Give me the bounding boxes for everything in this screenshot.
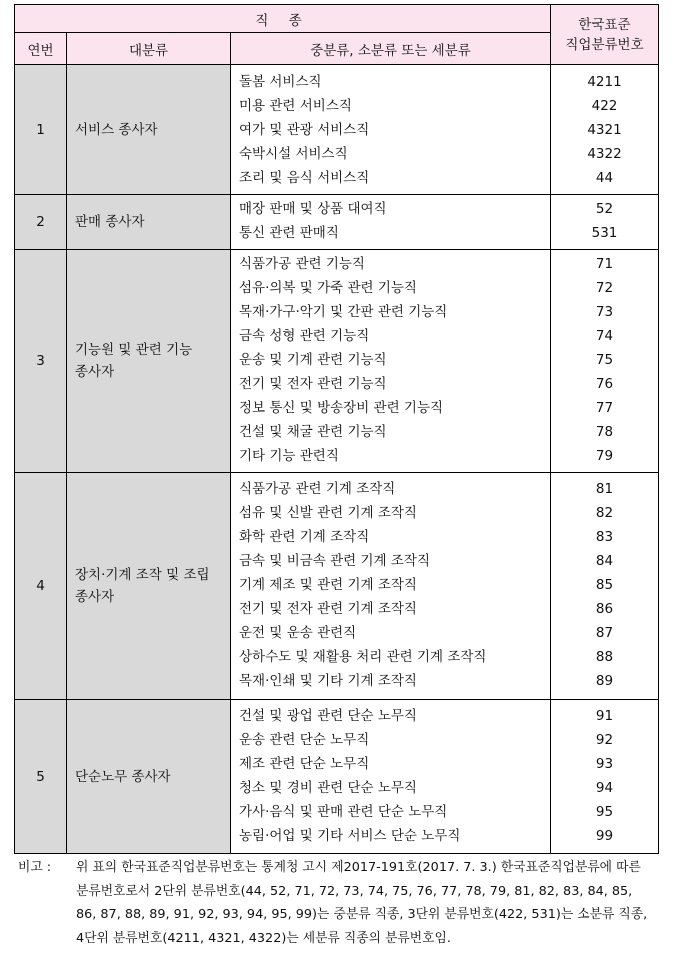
code-item: 72 [595, 280, 614, 296]
code-item: 71 [595, 256, 614, 272]
list-item: 화학 관련 기계 조작직 [239, 529, 370, 545]
code-item: 88 [595, 649, 614, 665]
list-item: 전기 및 전자 관련 기능직 [239, 376, 387, 392]
list-item: 건설 및 광업 관련 단순 노무직 [239, 708, 417, 724]
table-row [15, 65, 659, 195]
list-item: 식품가공 관련 기계 조작직 [239, 481, 396, 497]
list-item: 통신 관련 판매직 [239, 225, 339, 241]
code-list [551, 473, 659, 700]
header-row-1 [15, 5, 659, 33]
table-row [15, 473, 659, 700]
list-item: 섬유 및 신발 관련 기계 조작직 [239, 505, 417, 521]
seq-header: 연번 [15, 33, 67, 65]
seq-cell: 1 [15, 65, 67, 195]
list-item: 식품가공 관련 기능직 [239, 256, 365, 272]
list-item: 목재·인쇄 및 기타 기계 조작직 [239, 673, 417, 689]
minor-list [231, 195, 551, 250]
major-cell-line1: 기능원 및 관련 기능 [75, 342, 193, 358]
code-item: 99 [595, 828, 614, 844]
code-item: 85 [595, 577, 614, 593]
code-item: 94 [595, 780, 614, 796]
list-item: 숙박시설 서비스직 [239, 146, 348, 162]
code-item: 89 [595, 673, 614, 689]
major-cell-line2: 종사자 [75, 589, 115, 605]
major-cell-line2: 종사자 [75, 364, 115, 380]
seq-cell: 3 [15, 250, 67, 473]
list-item: 금속 성형 관련 기능직 [239, 328, 370, 344]
major-cell: 단순노무 종사자 [67, 700, 231, 854]
code-item: 79 [595, 448, 614, 464]
code-list [551, 65, 659, 195]
code-header [551, 5, 659, 65]
code-item: 82 [595, 505, 614, 521]
code-item: 81 [595, 481, 614, 497]
seq-cell: 2 [15, 195, 67, 250]
job-type-header: 직 종 [15, 5, 551, 33]
list-item: 매장 판매 및 상품 대여직 [239, 201, 387, 217]
list-item: 건설 및 채굴 관련 기능직 [239, 424, 387, 440]
footnote-label: 비고 : [18, 860, 52, 875]
major-cell [67, 473, 231, 700]
minor-list [231, 65, 551, 195]
code-item: 422 [591, 98, 618, 114]
major-cell-line1: 장치·기계 조작 및 조립 [75, 567, 210, 583]
code-item: 83 [595, 529, 614, 545]
list-item: 전기 및 전자 관련 기계 조작직 [239, 601, 417, 617]
code-item: 95 [595, 804, 614, 820]
footnote-line: 분류번호로서 2단위 분류번호(44, 52, 71, 72, 73, 74, 75, 76, 77, 78, 79, 81, 82, 83, 84, 85, [76, 883, 633, 899]
table-row [15, 250, 659, 473]
code-item: 52 [595, 201, 614, 217]
major-cell [67, 250, 231, 473]
minor-list [231, 700, 551, 854]
code-header-line2: 직업분류번호 [565, 36, 644, 53]
major-cell: 서비스 종사자 [67, 65, 231, 195]
code-item: 73 [595, 304, 614, 320]
code-item: 74 [595, 328, 614, 344]
code-item: 4322 [587, 146, 622, 162]
code-list [551, 700, 659, 854]
footnote-line: 4단위 분류번호(4211, 4321, 4322)는 세분류 직종의 분류번호임. [76, 930, 451, 946]
code-header-line1: 한국표준 [578, 16, 631, 33]
code-item: 78 [595, 424, 614, 440]
code-item: 77 [595, 400, 614, 416]
code-item: 91 [595, 708, 614, 724]
footnote [18, 856, 660, 950]
list-item: 운송 및 기계 관련 기능직 [239, 352, 387, 368]
code-item: 76 [595, 376, 614, 392]
list-item: 제조 관련 단순 노무직 [239, 756, 370, 772]
table-row [15, 700, 659, 854]
list-item: 운송 관련 단순 노무직 [239, 732, 370, 748]
list-item: 기타 기능 관련직 [239, 448, 339, 464]
list-item: 운전 및 운송 관련직 [239, 625, 357, 641]
code-item: 4211 [587, 74, 622, 90]
list-item: 돌봄 서비스직 [239, 74, 322, 90]
major-cell: 판매 종사자 [67, 195, 231, 250]
minor-list [231, 473, 551, 700]
code-list [551, 250, 659, 473]
list-item: 기계 제조 및 관련 기계 조작직 [239, 577, 417, 593]
code-item: 87 [595, 625, 614, 641]
code-item: 93 [595, 756, 614, 772]
seq-cell: 5 [15, 700, 67, 854]
list-item: 목재·가구·악기 및 간판 관련 기능직 [239, 304, 448, 320]
minor-header: 중분류, 소분류 또는 세분류 [231, 33, 551, 65]
list-item: 가사·음식 및 판매 관련 단순 노무직 [239, 804, 448, 820]
table-row [15, 195, 659, 250]
footnote-line: 86, 87, 88, 89, 91, 92, 93, 94, 95, 99)는 중분류 직종, 3단위 분류번호(422, 531)는 소분류 직종, [76, 907, 648, 922]
code-item: 92 [595, 732, 614, 748]
list-item: 미용 관련 서비스직 [239, 98, 352, 114]
list-item: 농림·어업 및 기타 서비스 단순 노무직 [239, 828, 461, 844]
list-item: 금속 및 비금속 관련 기계 조작직 [239, 553, 430, 569]
list-item: 여가 및 관광 서비스직 [239, 122, 370, 138]
list-item: 섬유·의복 및 가죽 관련 기능직 [239, 280, 417, 296]
code-item: 44 [595, 170, 614, 186]
minor-list [231, 250, 551, 473]
code-item: 531 [591, 225, 618, 241]
list-item: 상하수도 및 재활용 처리 관련 기계 조작직 [239, 649, 487, 665]
code-item: 86 [595, 601, 614, 617]
list-item: 조리 및 음식 서비스직 [239, 170, 370, 186]
list-item: 청소 및 경비 관련 단순 노무직 [239, 780, 417, 796]
major-header: 대분류 [67, 33, 231, 65]
job-classification-table [14, 4, 659, 854]
footnote-line: 위 표의 한국표준직업분류번호는 통계청 고시 제2017-191호(2017. 7. 3.) 한국표준직업분류에 따른 [76, 860, 641, 875]
seq-cell: 4 [15, 473, 67, 700]
code-item: 84 [595, 553, 614, 569]
code-item: 75 [595, 352, 614, 368]
list-item: 정보 통신 및 방송장비 관련 기능직 [239, 400, 444, 416]
code-list [551, 195, 659, 250]
code-item: 4321 [587, 122, 622, 138]
